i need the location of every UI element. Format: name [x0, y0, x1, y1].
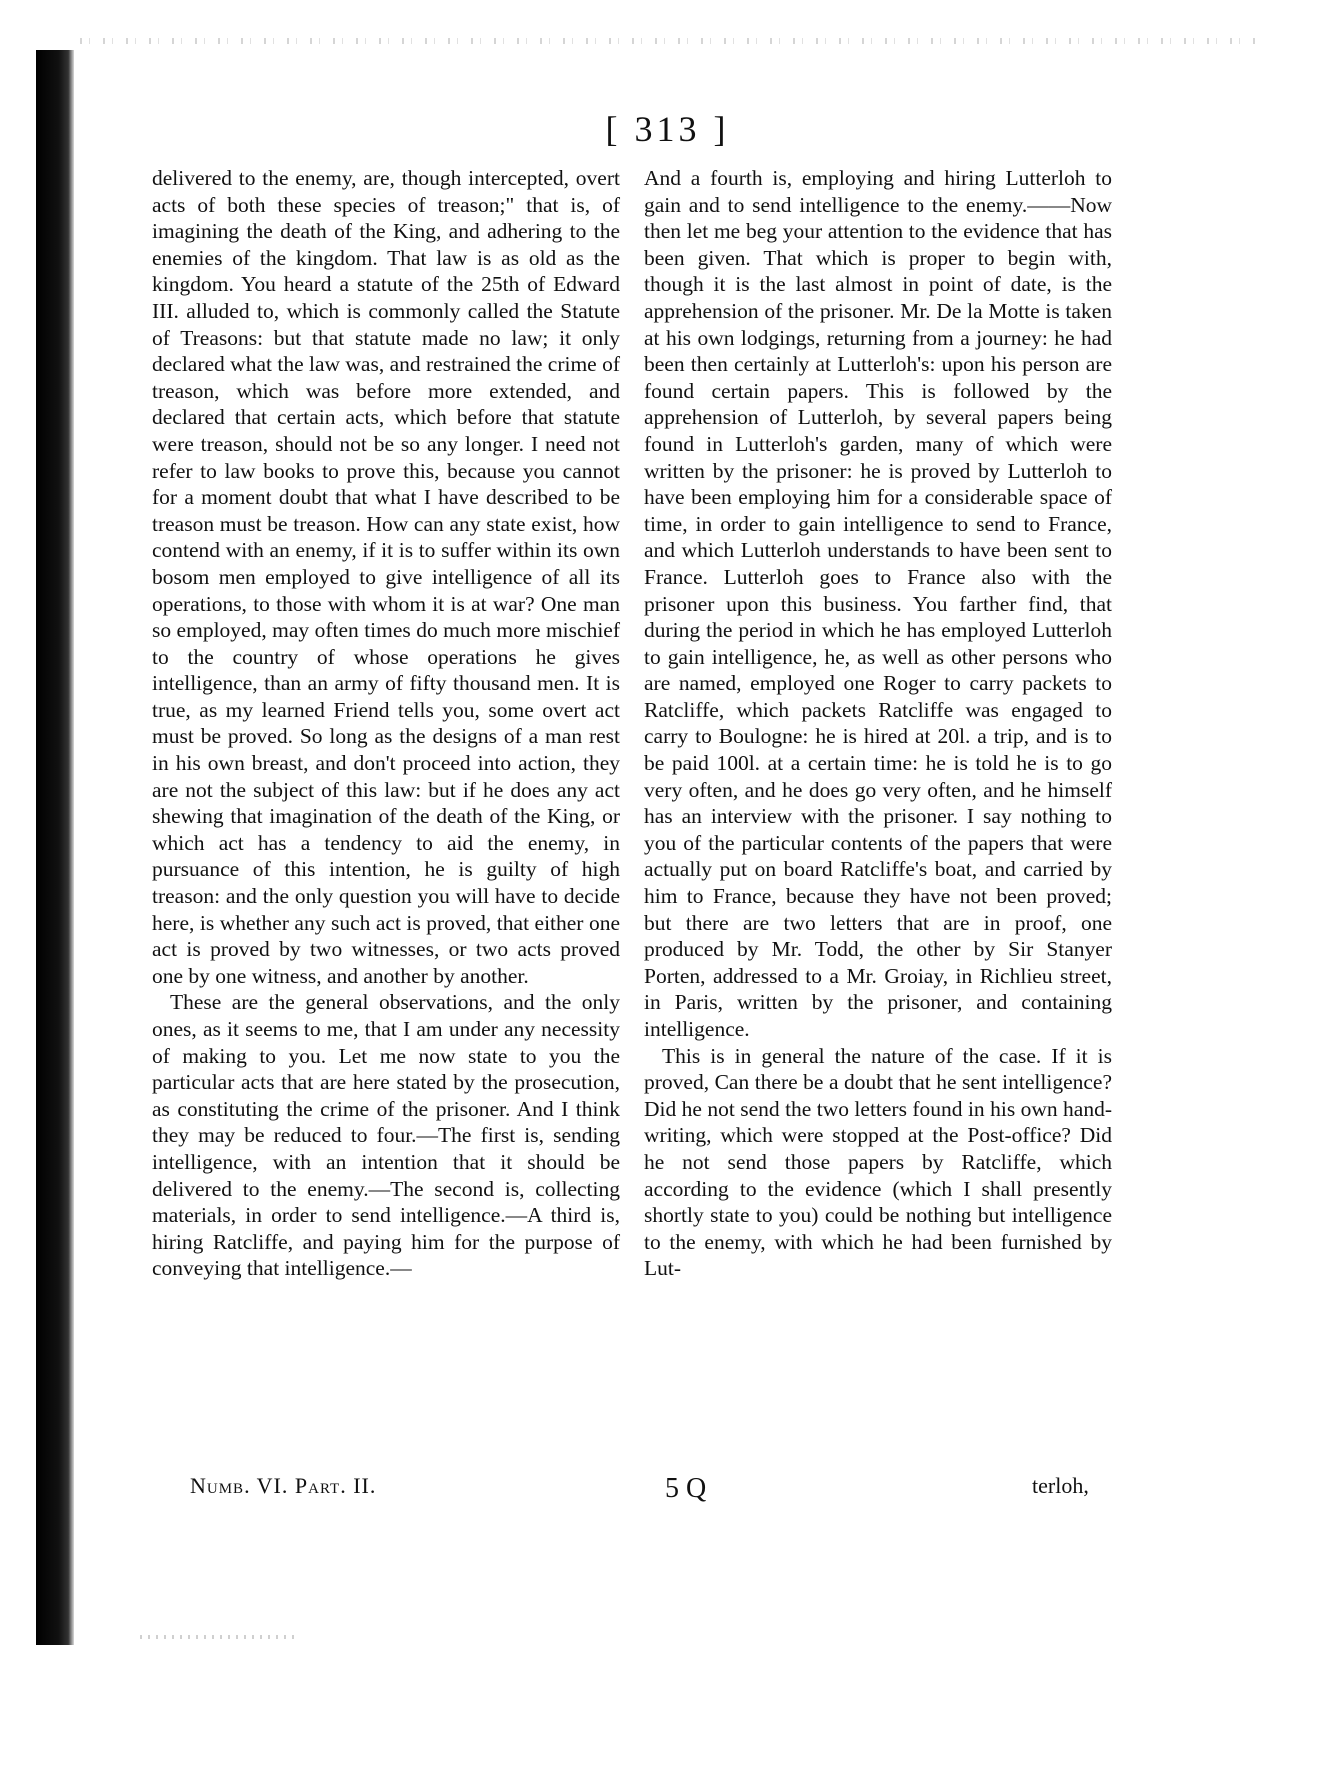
scan-artifact: [140, 1635, 300, 1639]
paragraph: This is in general the nature of the case. If it is proved, Can there be a doubt that he sent intelligence? Did he not send the two letters found in his own hand-writing, which were stopped at the Post-office? Did he not send those papers by Ratcliffe, which according to the evidence (which I shall presently shortly state to you) could be nothing but intelligence to the enemy, with which he had been furnished by Lut-: [644, 1043, 1112, 1281]
scan-artifact: [80, 38, 1260, 44]
signature-mark: 5 Q: [665, 1473, 707, 1504]
paragraph: delivered to the enemy, are, though intercepted, overt acts of both these species of treason;" that is, of imagining the death of the King, and adhering to the enemies of the kingdom. That law is as old as the kingdom. You heard a statute of the 25th of Edward III. alluded to, which is commonly called the Statute of Treasons: but that statute made no law; it only declared what the law was, and restrained the crime of treason, which was before more extended, and declared that certain acts, which before that statute were treason, should not be so any longer. I need not refer to law books to prove this, because you cannot for a moment doubt that what I have described to be treason must be treason. How can any state exist, how contend with an enemy, if it is to suffer within its own bosom men employed to give intelligence of all its operations, to those with whom it is at war? One man so employed, may often times do much more mischief to the country of whose operations he gives intelligence, than an army of fifty thousand men. It is true, as my learned Friend tells you, some overt act must be proved. So long as the designs of a man rest in his own breast, and don't proceed into action, they are not the subject of this law: but if he does any act shewing that imagination of the death of the King, or which act has a tendency to aid the enemy, in pursuance of this intention, he is guilty of high treason: and the only question you will have to decide here, is whether any such act is proved, that either one act is proved by two witnesses, or two acts proved one by one witness, and another by another.: [152, 166, 621, 988]
paragraph: These are the general observations, and the only ones, as it seems to me, that I am under any necessity of making to you. Let me now state to you the particular acts that are here stated by the prosecution, as constituting the crime of the prisoner. And I think they may be reduced to four.—The first is, sending intelligence, with an intention that it should be delivered to the enemy.—The second is, collecting materials, in order to send intelligence.—A third is, hiring Ratcliffe, and paying him for the purpose of conveying that intelligence.—: [152, 990, 620, 1281]
paragraph: And a fourth is, employing and hiring Lutterloh to gain and to send intelligence to the enemy.——Now then let me beg your attention to the evidence that has been given. That which is proper to begin with, though it is the last almost in point of date, is the apprehension of the prisoner. Mr. De la Motte is taken at his own lodgings, returning from a journey: he had been then certainly at Lutterloh's: upon his person are found certain papers. This is followed by the apprehension of Lutterloh, by several papers being found in Lutterloh's garden, many of which were written by the prisoner: he is proved by Lutterloh to have been employing him for a considerable space of time, in order to gain intelligence to send to France, and which Lutterloh understands to have been sent to France. Lutterloh goes to France also with the prisoner upon this business. You farther find, that during the period in which he has employed Lutterloh to gain intelligence, he, as well as other persons who are named, employed one Roger to carry packets to Ratcliffe, which packets Ratcliffe was engaged to carry to Boulogne: he is hired at 20l. a trip, and is to be paid 100l. at a certain time: he is told he is to go very often, and he does go very often, and he himself has an interview with the prisoner. I say nothing to you of the particular contents of the papers that were actually put on board Ratcliffe's boat, and carried by him to France, because they have not been proved; but there are two letters that are in proof, one produced by Mr. Todd, the other by Sir Stanyer Porten, addressed to a Mr. Groiay, in Richlieu street, in Paris, written by the prisoner, and containing intelligence.: [644, 166, 1112, 1041]
right-column: [644, 165, 1112, 1282]
page-number: [ 313 ]: [605, 109, 730, 149]
left-column: [152, 165, 620, 1282]
binding-edge: [36, 50, 74, 1645]
signature-line: Numb. VI. Part. II.: [190, 1473, 377, 1498]
catchword: terloh,: [1032, 1473, 1089, 1498]
